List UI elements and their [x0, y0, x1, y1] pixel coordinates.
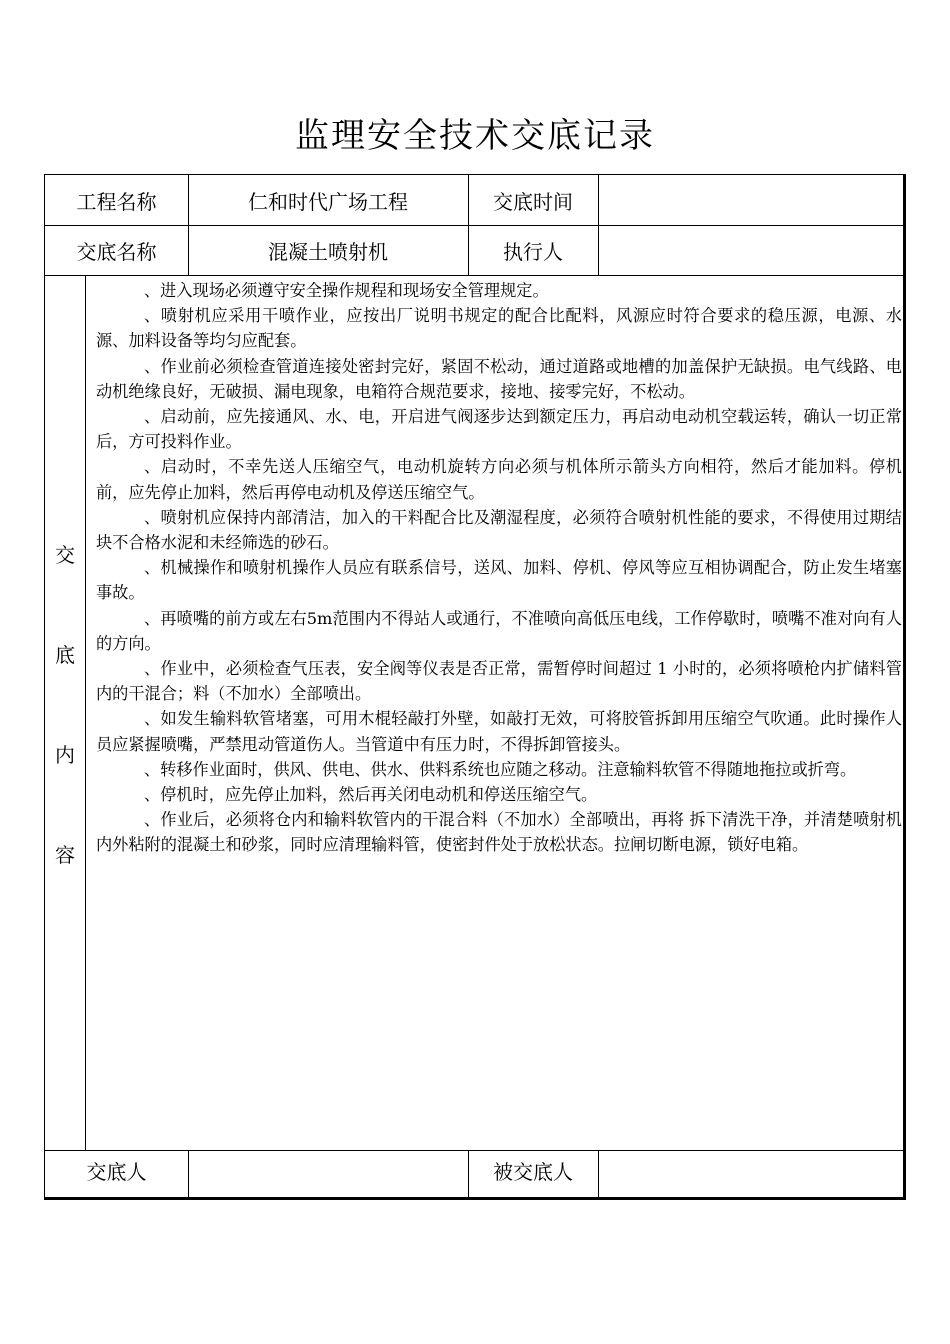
briefing-item: 、喷射机应保持内部清洁，加入的干料配合比及潮湿程度，必须符合喷射机性能的要求，不得使用过期结块不合格水泥和未经筛选的砂石。: [96, 507, 902, 553]
briefing-item: 、如发生输料软管堵塞，可用木棍轻敲打外壁，如敲打无效，可将胶管拆卸用压缩空气吹通。此时操作人员应紧握喷嘴，严禁甩动管道伤人。当管道中有压力时，不得拆卸管接头。: [96, 709, 902, 754]
project-name-value: 仁和时代广场工程: [248, 189, 408, 214]
briefing-record-table: [44, 174, 906, 1200]
presenter-value: [188, 1150, 468, 1190]
briefing-item: 、转移作业面时，供风、供电、供水、供料系统也应随之移动。注意输料软管不得随地拖拉或折弯。: [144, 759, 857, 779]
briefing-item: 、进入现场必须遵守安全操作规程和现场安全管理规定。: [144, 281, 549, 300]
briefing-item: 、停机时，应先停止加料，然后再关闭电动机和停送压缩空气。: [144, 785, 598, 805]
executor-value: [598, 225, 904, 275]
briefing-item: 、喷射机应采用干喷作业，应按出厂说明书规定的配合比配料，风源应时符合要求的稳压源，电源、水源、加料设备等均匀应配套。: [96, 306, 902, 351]
row-divider-2: [45, 275, 904, 276]
project-name-label: 工程名称: [76, 189, 157, 214]
recipient-value: [598, 1150, 904, 1190]
briefing-subject-value: 混凝土喷射机: [268, 239, 388, 264]
document-title: 监理安全技术交底记录: [295, 116, 655, 156]
briefing-item: 、启动时，不幸先送人压缩空气，电动机旋转方向必须与机体所示箭头方向相符，然后才能加料。停机前，应先停止加料，然后再停电动机及停送压缩空气。: [96, 457, 902, 502]
briefing-item: 、再喷嘴的前方或左右5m范围内不得站人或通行，不准喷向高低压电线，工作停歇时，喷嘴不准对向有人的方向。: [96, 608, 902, 653]
briefing-content-label: [45, 275, 85, 1150]
briefing-item: 、启动前，应先接通风、水、电，开启进气阀逐步达到额定压力，再启动电动机空载运转，确认一切正常后，方可投料作业。: [96, 407, 902, 452]
briefing-time-value: [598, 175, 904, 225]
presenter-label: 交底人: [86, 1159, 147, 1184]
briefing-item: 、作业后，必须将仓内和输料软管内的干混合料（不加水）全部喷出，再将 拆下清洗干净，并清楚喷射机内外粘附的混凝土和砂浆，同时应清理输料管，使密封件处于放松状态。拉闸切断电源，锁好电箱。: [96, 810, 902, 855]
executor-label: 执行人: [503, 239, 563, 264]
briefing-item: 、作业中，必须检查气压表，安全阀等仪表是否正常，需暂停时间超过 1 小时的，必须将喷枪内扩储料管内的干混合；料（不加水）全部喷出。: [96, 659, 902, 704]
content-label-char: 内: [55, 743, 75, 767]
briefing-item: 、机械操作和喷射机操作人员应有联系信号，送风、加料、停机、停风等应互相协调配合，防止发生堵塞事故。: [96, 558, 902, 603]
content-label-char: 交: [55, 543, 75, 567]
recipient-label: 被交底人: [493, 1159, 573, 1184]
content-label-char: 底: [55, 643, 75, 667]
briefing-item: 、作业前必须检查管道连接处密封完好，紧固不松动，通过道路或地槽的加盖保护无缺损。电气线路、电动机绝缘良好，无破损、漏电现象，电箱符合规范要求，接地、接零完好，不松动。: [96, 356, 902, 401]
content-label-char: 容: [55, 843, 75, 867]
briefing-subject-label: 交底名称: [76, 239, 157, 264]
col-divider-content: [85, 275, 86, 1150]
briefing-content: [96, 278, 902, 858]
briefing-time-label: 交底时间: [493, 189, 573, 214]
